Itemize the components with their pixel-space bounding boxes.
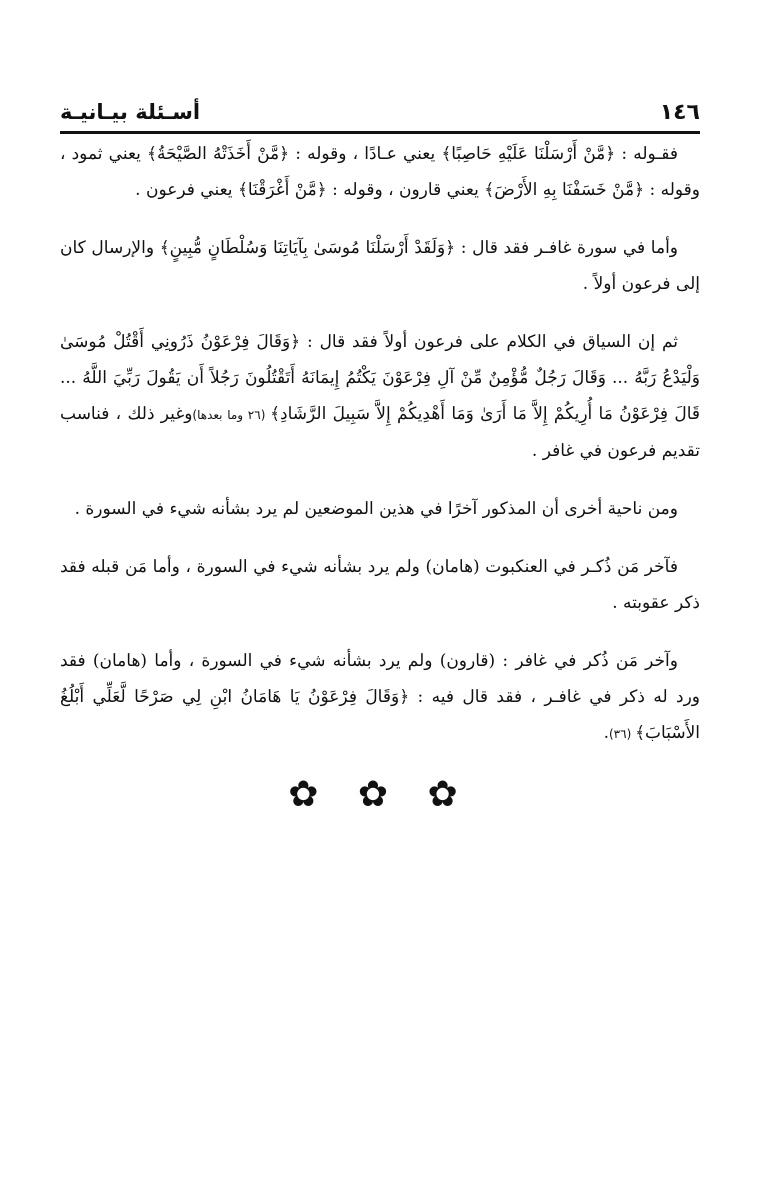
flower-ornament-icon: ✿ [288,774,333,815]
quran-quote: ﴿وَلَقَدْ أَرْسَلْنَا مُوسَىٰ بِآيَاتِنَا وَسُلْطَانٍ مُّبِينٍ﴾ [159,238,456,258]
quran-quote: ﴿مَّنْ أَغْرَقْنَا﴾ [237,180,327,200]
paragraph-text: ثم إن السياق في الكلام على فرعون أولاً فقد قال : [300,332,678,352]
verse-reference: (٢٦ وما بعدها) [192,408,271,422]
paragraph-text: يعني عـادًا ، وقوله : [289,144,442,164]
paragraph [60,230,700,302]
paragraph-text: وغير ذلك ، فناسب تقديم فرعون في غافر . [60,404,700,461]
quran-quote: ﴿مَّنْ خَسَفْنَا بِهِ الأَرْضَ﴾ [484,180,645,200]
page-header [60,100,700,136]
page-body [60,136,700,752]
paragraph-text: وأما في سورة غافـر فقد قال : [455,238,678,258]
paragraph-text: ومن ناحية أخرى أن المذكور آخرًا في هذين الموضعين لم يرد بشأنه شيء في السورة . [74,499,678,519]
verse-reference: (٣٦) [608,727,636,741]
paragraph [60,136,700,208]
book-page [60,100,700,1140]
quran-quote: ﴿وَقَالَ فِرْعَوْنُ يَا هَامَانُ ابْنِ لِي صَرْحًا لَّعَلِّي أَبْلُغُ الأَسْبَابَ﴾ [60,687,700,743]
paragraph-text: فآخر مَن ذُكـر في العنكبوت (هامان) ولم يرد بشأنه شيء في السورة ، وأما مَن قبله فقد ذكر عقوبته . [60,557,700,613]
paragraph [60,491,700,527]
paragraph [60,549,700,621]
paragraph-text: يعني فرعون . [135,180,238,200]
paragraph-text: . [603,723,609,743]
page-number: ١٤٦ [659,100,700,125]
quran-quote: ﴿وَقَالَ فِرْعَوْنُ ذَرُونِي أَقْتُلْ مُوسَىٰ وَلْيَدْعُ رَبَّهُ ... وَقَالَ رَجُلٌ مُّؤْمِنٌ مِّنْ آلِ فِرْعَوْنَ يَكْتُمُ إِيمَانَهُ أَتَقْتُلُونَ رَجُلاً أَن يَقُولَ رَبِّيَ اللَّهُ ... قَالَ فِرْعَوْنُ مَا أُرِيكُمْ إِلاَّ مَا أَرَىٰ وَمَا أَهْدِيكُمْ إِلاَّ سَبِيلَ الرَّشَادِ﴾ [60,332,700,424]
paragraph-text: والإرسال كان إلى فرعون أولاً . [60,238,700,294]
paragraph [60,643,700,752]
paragraph [60,324,700,469]
paragraph-text: يعني قارون ، وقوله : [326,180,485,200]
paragraph-text: فقـوله : [615,144,679,164]
running-title: أسـئلة بيـانيـة [60,100,201,124]
paragraph-text: يعني ثمود ، وقوله : [60,144,700,200]
flower-ornament-icon: ✿ [427,774,472,815]
flower-ornament-icon: ✿ [357,774,403,815]
section-ornament [60,774,700,815]
quran-quote: ﴿مَّنْ أَرْسَلْنَا عَلَيْهِ حَاصِبًا﴾ [441,144,616,164]
header-rule [60,131,700,134]
quran-quote: ﴿مَّنْ أَخَذَتْهُ الصَّيْحَةُ﴾ [147,144,290,164]
paragraph-text: وآخر مَن ذُكر في غافر : (قارون) ولم يرد بشأنه شيء في السورة ، وأما (هامان) فقد ورد له ذكر في غافـر ، فقد قال فيه : [60,651,701,707]
